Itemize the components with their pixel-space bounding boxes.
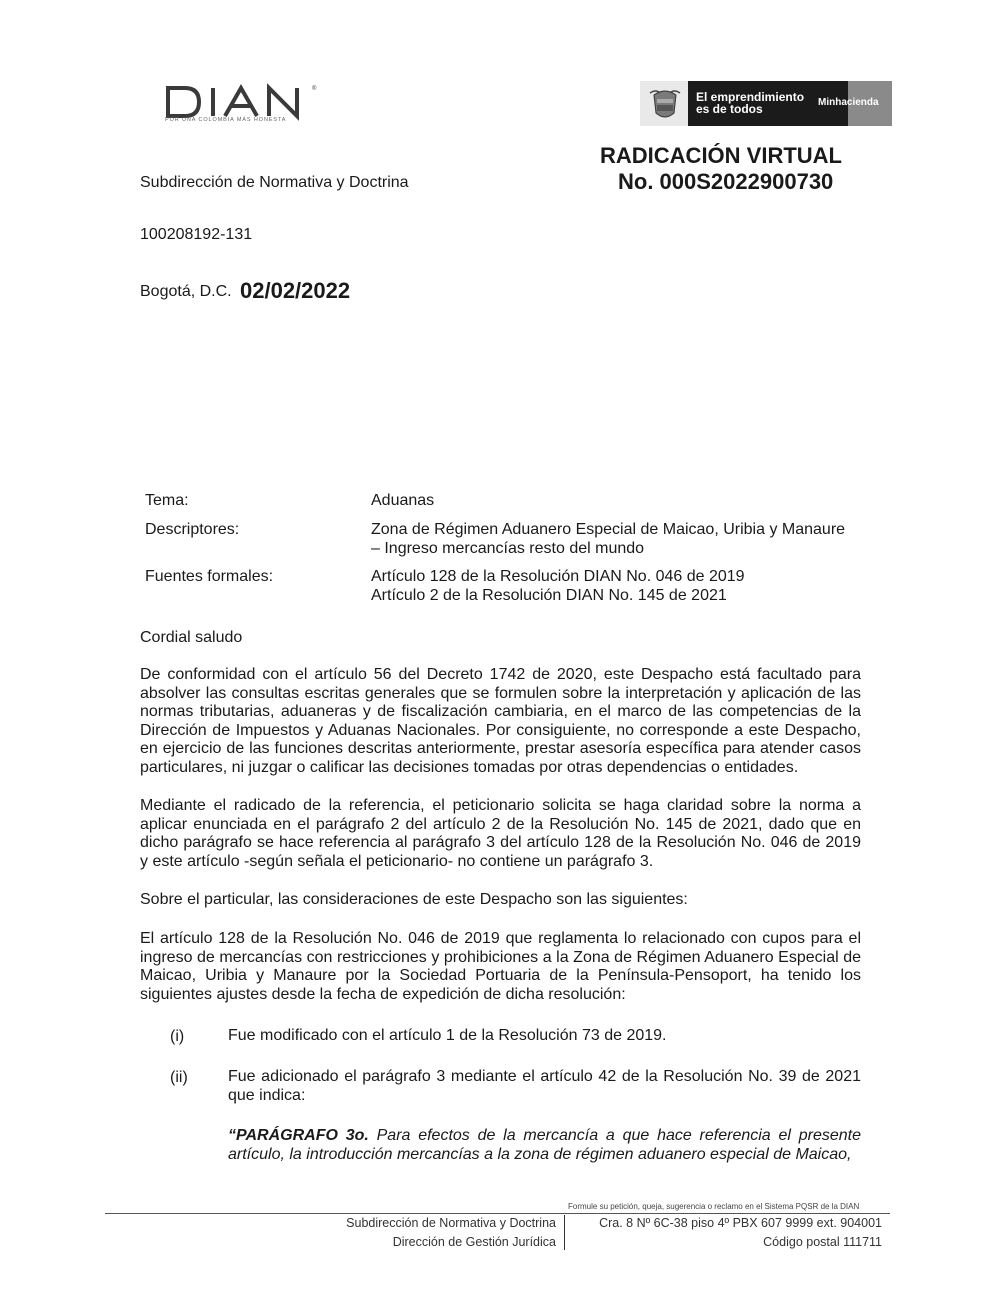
footer-office: Subdirección de Normativa y Doctrina [346, 1216, 556, 1230]
footer-postal: Código postal 111711 [763, 1235, 882, 1249]
paragraph-2: Mediante el radicado de la referencia, el peticionario solicita se haga claridad sobre la norma a aplicar enunciada en el parágrafo 2 del artículo 2 de la Resolución No. 145 de 2021, dado que en dicho parágrafo se hace referencia al parágrafo 3 del artículo 128 de la Resolución No. 046 de 2019 y este artículo -según señala el peticionario- no contiene un parágrafo 3. [140, 797, 861, 870]
city: Bogotá, D.C. [140, 283, 232, 300]
paragraph-1: De conformidad con el artículo 56 del Decreto 1742 de 2020, este Despacho está facultado para absolver las consultas escritas generales que se formulen sobre la interpretación y aplicación de las normas tributarias, aduaneras y de fiscalización cambiaria, en el marco de las competencias de la Dirección de Impuestos y Aduanas Nacionales. Por consiguiente, no corresponde a este Despacho, en ejercicio de las funciones descritas anteriormente, prestar asesoría específica para atender casos particulares, ni juzgar o calificar las decisiones tomadas por otras dependencias o entidades. [140, 666, 861, 776]
reference-number: 100208192-131 [140, 226, 253, 243]
footer-direction: Dirección de Gestión Jurídica [392, 1235, 556, 1249]
tema-label: Tema: [145, 492, 189, 509]
descriptores-label: Descriptores: [145, 521, 240, 538]
svg-text:®: ® [312, 86, 317, 92]
radicacion-title: RADICACIÓN VIRTUAL [600, 143, 842, 168]
quoted-paragraph [228, 1126, 861, 1164]
item-2-number: (ii) [170, 1069, 188, 1086]
quote-lead: “PARÁGRAFO 3o. [228, 1127, 369, 1144]
item-1-number: (i) [170, 1028, 185, 1045]
paragraph-3: Sobre el particular, las consideraciones de este Despacho son las siguientes: [140, 891, 688, 908]
pqsr-note: Formule su petición, queja, sugerencia o reclamo en el Sistema PQSR de la DIAN [568, 1202, 860, 1211]
quote-text: Para efectos de la mercancía a que hace referencia el presente artículo, la introducción mercancías a la zona de régimen aduanero especial de Maicao, [228, 1127, 861, 1163]
paragraph-4: El artículo 128 de la Resolución No. 046 de 2019 que reglamenta lo relacionado con cupos para el ingreso de mercancías con restricciones y prohibiciones a la Zona de Régimen Aduanero Especial de Maicao, Uribia y Manaure por la Sociedad Portuaria de la Península-Pensoport, ha tenido los siguientes ajustes desde la fecha de expedición de dicha resolución: [140, 930, 861, 1003]
footer-address: Cra. 8 Nº 6C-38 piso 4º PBX 607 9999 ext. 904001 [599, 1216, 882, 1230]
fuentes-label: Fuentes formales: [145, 568, 274, 585]
letter-date: 02/02/2022 [240, 278, 351, 303]
item-2-text: Fue adicionado el parágrafo 3 mediante el artículo 42 de la Resolución No. 39 de 2021 que indica: [228, 1068, 861, 1104]
dian-tagline: POR UNA COLOMBIA MÁS HONESTA [165, 117, 287, 123]
office-name: Subdirección de Normativa y Doctrina [140, 174, 409, 191]
descriptores-value-line-2: – Ingreso mercancías resto del mundo [371, 540, 645, 557]
fuentes-value-line-2: Artículo 2 de la Resolución DIAN No. 145 de 2021 [371, 587, 727, 604]
footer-vertical-divider [564, 1215, 565, 1250]
footer-divider-line [105, 1213, 890, 1214]
item-1-text: Fue modificado con el artículo 1 de la Resolución 73 de 2019. [228, 1027, 667, 1044]
minhacienda-banner [640, 81, 892, 126]
greeting: Cordial saludo [140, 629, 243, 646]
slogan-line-1: El emprendimiento [696, 90, 805, 104]
radicacion-number: No. 000S2022900730 [618, 169, 834, 194]
colombia-crest-icon [648, 85, 682, 122]
descriptores-value-line-1: Zona de Régimen Aduanero Especial de Maicao, Uribia y Manaure [371, 521, 846, 538]
tema-value: Aduanas [371, 492, 435, 509]
fuentes-value-line-1: Artículo 128 de la Resolución DIAN No. 046 de 2019 [371, 568, 745, 585]
slogan-line-2: es de todos [696, 102, 763, 116]
ministry-name: Minhacienda [818, 97, 879, 108]
